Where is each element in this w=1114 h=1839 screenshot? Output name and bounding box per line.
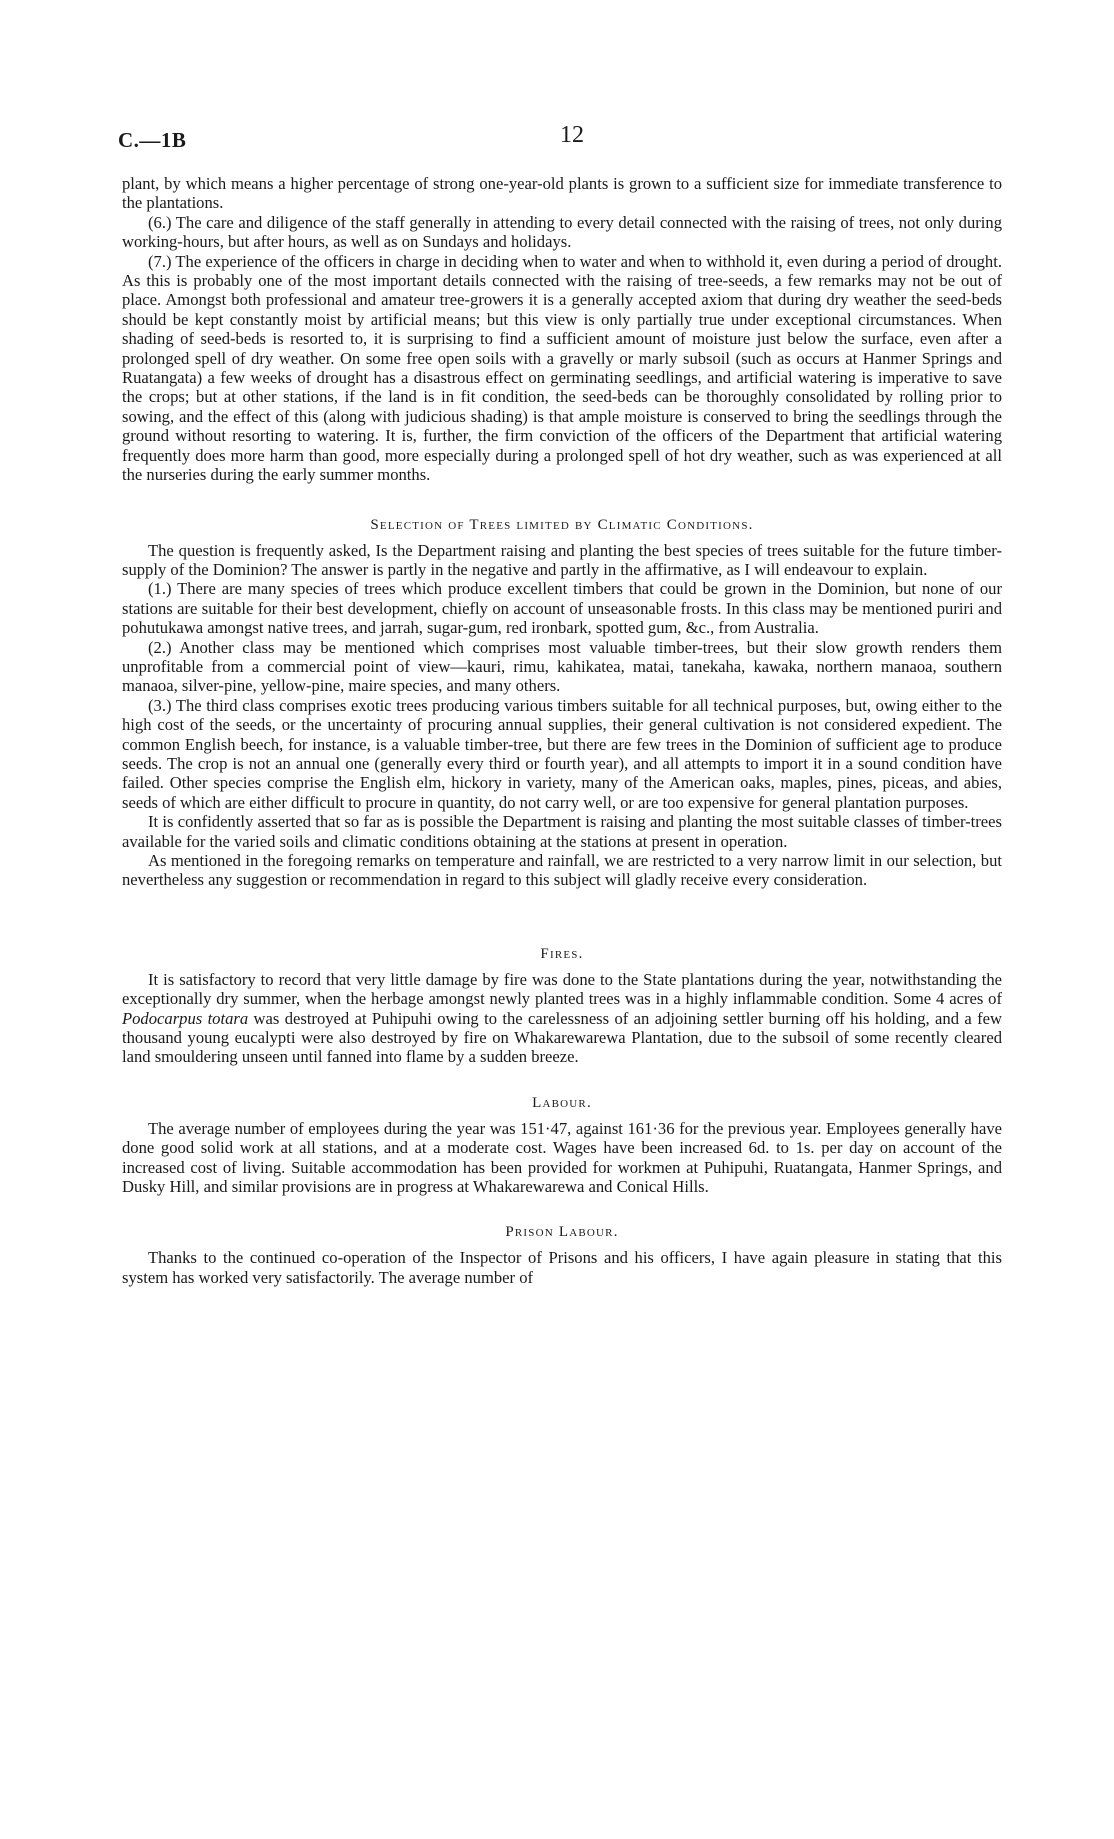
document-page (118, 118, 1002, 1828)
species-name: Podocarpus totara (122, 1008, 249, 1028)
fires-sentence-lead: Some 4 acres of (893, 989, 1002, 1009)
paragraph: (1.) There are many species of trees which produce excellent timbers that could be grown in the Dominion, but none of our stations are suitable for their best development, chiefly on account of unseasonable frosts. In this class may be mentioned puriri and pohutukawa amongst native trees, and jarrah, sugar-gum, red ironbark, spotted gum, &c., from Australia. (122, 579, 1002, 638)
section-heading-prison-labour: Prison Labour. (505, 1224, 619, 1241)
paragraph: (7.) The experience of the officers in charge in deciding when to water and when to withhold it, even during a period of drought. As this is probably one of the most important details connected with the raising of tree-seeds, a few remarks may not be out of place. Amongst both professional and amateur tree-growers it is a generally accepted axiom that during dry weather the seed-beds should be kept constantly moist by artificial means; but this view is only partially true under exceptional circumstances. When shading of seed-beds is resorted to, it is surprising to find a sufficient amount of moisture just below the surface, even after a prolonged spell of dry weather. On some free open soils with a gravelly or marly subsoil (such as occurs at Hanmer Springs and Ruatangata) a few weeks of drought has a disastrous effect on germinating seedlings, and artificial watering is imperative to save the crops; but at other stations, if the land is in fit condition, the seed-beds can be thoroughly consolidated by rolling prior to sowing, and the effect of this (along with judicious shading) is that ample moisture is conserved to bring the seedlings through the ground without resorting to watering. It is, further, the firm conviction of the officers of the Department that artificial watering frequently does more harm than good, more especially during a prolonged spell of hot dry weather, such as was experienced at all the nurseries during the early summer months. (122, 251, 1002, 485)
page-header (118, 118, 1002, 174)
page-number: 12 (560, 122, 584, 148)
paragraph: Thanks to the continued co-operation of the Inspector of Prisons and his officers, I have again pleasure in stating that this system has worked very satisfactorily. The average number of (122, 1248, 1002, 1287)
paragraph-fires (122, 970, 1002, 1067)
paragraph: As mentioned in the foregoing remarks on temperature and rainfall, we are restricted to a very narrow limit in our selection, but nevertheless any suggestion or recommendation in regard to this subject will gladly receive every consideration. (122, 851, 1002, 890)
paragraph: The average number of employees during the year was 151·47, against 161·36 for the previous year. Employees generally have done good solid work at all stations, and at a moderate cost. Wages have been increased 6d. to 1s. per day on account of the increased cost of living. Suitable accommodation has been provided for workmen at Puhipuhi, Ruatangata, Hanmer Springs, and Dusky Hill, and similar provisions are in progress at Whakarewarewa and Conical Hills. (122, 1118, 1002, 1197)
document-reference: C.—1B (118, 128, 187, 152)
paragraph: (3.) The third class comprises exotic trees producing various timbers suitable for all technical purposes, but, owing either to the high cost of the seeds, or the uncertainty of procuring annual supplies, their general cultivation is not considered expedient. The common English beech, for instance, is a valuable timber-tree, but there are few trees in the Dominion of sufficient age to produce seeds. The crop is not an annual one (generally every third or fourth year), and all attempts to import it in a sound condition have failed. Other species comprise the English elm, hickory in variety, many of the American oaks, maples, pines, piceas, and abies, seeds of which are either difficult to procure in quantity, do not carry well, or are too expensive for general plantation purposes. (122, 695, 1002, 812)
fires-text-part: was destroyed at Puhipuhi owing to the carelessness of an adjoining settler burning off his holding, and a few thousand young eucalypti were also destroyed by fire on Whakarewarewa Plantation, due to the subsoil of some recently cleared land smouldering unseen until fanned into flame by a sudden breeze. (122, 1008, 1002, 1067)
paragraph: It is confidently asserted that so far as is possible the Department is raising and planting the most suitable classes of timber-trees available for the varied soils and climatic conditions obtaining at the stations at present in operation. (122, 812, 1002, 851)
fires-text-part: It is satisfactory to record that very little damage by fire was done to the State plantations during the year, notwithstanding the exceptionally dry summer, when the herbage amongst newly planted trees was in a highly inflammable condition. (122, 969, 1002, 1009)
paragraph: (6.) The care and diligence of the staff generally in attending to every detail connected with the raising of trees, not only during working-hours, but after hours, as well as on Sundays and holidays. (122, 212, 1002, 252)
paragraph: The question is frequently asked, Is the Department raising and planting the best species of trees suitable for the future timber-supply of the Dominion? The answer is partly in the negative and partly in the affirmative, as I will endeavour to explain. (122, 540, 1002, 579)
section-heading-selection-of-trees: Selection of Trees limited by Climatic Conditions. (370, 516, 754, 533)
paragraph: plant, by which means a higher percentage of strong one-year-old plants is grown to a sufficient size for immediate transference to the plantations. (122, 174, 1002, 213)
document-body (122, 174, 1002, 1287)
section-heading-fires: Fires. (540, 945, 584, 962)
section-heading-labour: Labour. (532, 1094, 592, 1111)
paragraph: (2.) Another class may be mentioned which comprises most valuable timber-trees, but their slow growth renders them unprofitable from a commercial point of view—kauri, rimu, kahikatea, matai, tanekaha, kawaka, northern manaoa, southern manaoa, silver-pine, yellow-pine, maire species, and many others. (122, 637, 1002, 696)
